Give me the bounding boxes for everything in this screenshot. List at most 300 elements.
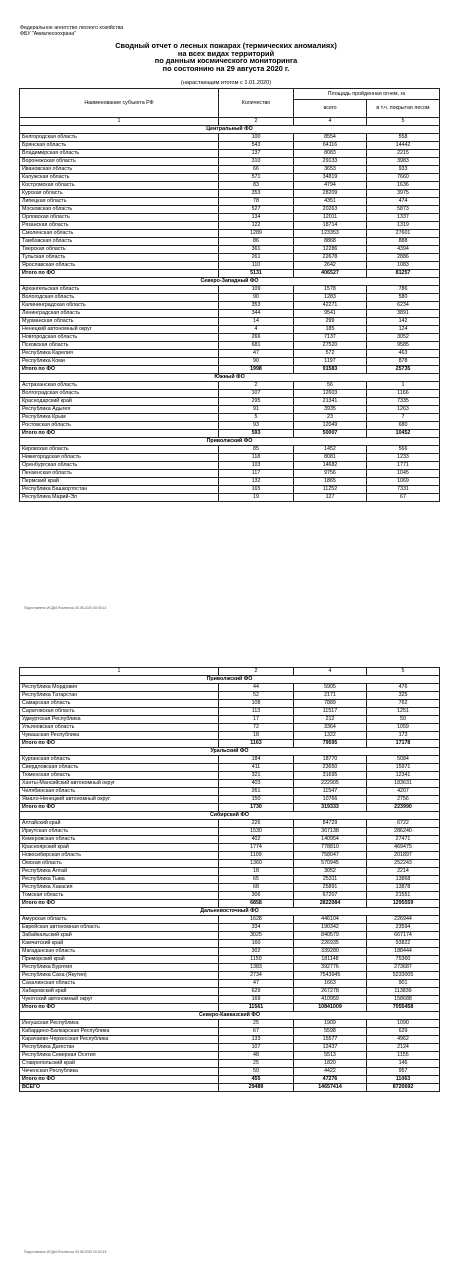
region-name: Липецкая область xyxy=(20,198,219,206)
area-total: 1578 xyxy=(294,286,367,294)
area-forest: 13878 xyxy=(367,884,440,892)
fire-count: 100 xyxy=(219,134,294,142)
area-forest: 50 xyxy=(367,716,440,724)
area-total: 14682 xyxy=(294,462,367,470)
region-row xyxy=(20,230,440,238)
area-total: 299 xyxy=(294,318,367,326)
region-name: Волгоградская область xyxy=(20,390,219,398)
region-name: Орловская область xyxy=(20,214,219,222)
region-row xyxy=(20,1060,440,1068)
region-name: Удмуртская Республика xyxy=(20,716,219,724)
area-total: 1283 xyxy=(294,294,367,302)
fire-count: 5131 xyxy=(219,270,294,278)
area-total: 392776 xyxy=(294,964,367,972)
area-total: 34819 xyxy=(294,174,367,182)
area-forest: 878 xyxy=(367,358,440,366)
region-row xyxy=(20,142,440,150)
fire-count: 18 xyxy=(219,868,294,876)
fire-count: 108 xyxy=(219,700,294,708)
fire-count: 302 xyxy=(219,948,294,956)
fire-count: 306 xyxy=(219,892,294,900)
area-total: 3052 xyxy=(294,868,367,876)
fire-count: 117 xyxy=(219,470,294,478)
region-name: Ингушская Республика xyxy=(20,1020,219,1028)
region-name: Оренбургская область xyxy=(20,462,219,470)
area-total: 14657414 xyxy=(294,1084,367,1092)
area-forest: 173 xyxy=(367,732,440,740)
column-number-row xyxy=(20,118,440,126)
area-forest: 566 xyxy=(367,446,440,454)
region-row xyxy=(20,342,440,350)
fire-count: 93 xyxy=(219,422,294,430)
area-column-header: Площадь пройденная огнем, га xyxy=(294,89,440,100)
region-name: Новгородская область xyxy=(20,334,219,342)
page-footer: Подготовлено ИСДМ-Рослесхоз 30.08.2020 00:00:13 xyxy=(24,1250,107,1254)
region-row xyxy=(20,1036,440,1044)
fire-count: 334 xyxy=(219,924,294,932)
total-row xyxy=(20,430,440,438)
area-forest: 142 xyxy=(367,318,440,326)
area-total: 5905 xyxy=(294,684,367,692)
region-row xyxy=(20,940,440,948)
region-name: Чувашская Республика xyxy=(20,732,219,740)
area-total: 10766 xyxy=(294,796,367,804)
total-row xyxy=(20,1084,440,1092)
fire-count: 85 xyxy=(219,446,294,454)
region-row xyxy=(20,222,440,230)
region-row xyxy=(20,238,440,246)
area-total: 64116 xyxy=(294,142,367,150)
region-row xyxy=(20,988,440,996)
area-forest: 888 xyxy=(367,238,440,246)
area-total: 4422 xyxy=(294,1068,367,1076)
district-section-row xyxy=(20,438,440,446)
column-number: 4 xyxy=(294,118,367,126)
area-forest: 1045 xyxy=(367,470,440,478)
region-row xyxy=(20,350,440,358)
district-section-title: Приволжский ФО xyxy=(20,676,440,684)
area-total: 226935 xyxy=(294,940,367,948)
title-line: по данным космического мониторинга xyxy=(154,56,298,66)
region-name: Ленинградская область xyxy=(20,310,219,318)
region-name: Калужская область xyxy=(20,174,219,182)
area-total: 42271 xyxy=(294,302,367,310)
area-forest: 1636 xyxy=(367,182,440,190)
region-name: Итого по ФО xyxy=(20,740,219,748)
area-forest: 188444 xyxy=(367,948,440,956)
area-total: 446104 xyxy=(294,916,367,924)
area-forest: 5084 xyxy=(367,756,440,764)
area-forest: 146 xyxy=(367,1060,440,1068)
area-total: 4351 xyxy=(294,198,367,206)
area-forest: 2214 xyxy=(367,868,440,876)
column-number: 1 xyxy=(20,118,219,126)
fire-count: 1383 xyxy=(219,964,294,972)
district-section-row xyxy=(20,676,440,684)
area-total: 12437 xyxy=(294,1044,367,1052)
region-name: Мурманская область xyxy=(20,318,219,326)
agency-name: Федеральное агентство лесного хозяйства xyxy=(20,25,124,31)
area-forest: 11063 xyxy=(367,1076,440,1084)
area-total: 11547 xyxy=(294,788,367,796)
fire-count: 11561 xyxy=(219,1004,294,1012)
area-total: 18714 xyxy=(294,222,367,230)
region-name: Амурская область xyxy=(20,916,219,924)
fire-count: 1628 xyxy=(219,916,294,924)
area-forest: 124 xyxy=(367,326,440,334)
region-row xyxy=(20,772,440,780)
area-total: 29133 xyxy=(294,158,367,166)
fire-count: 44 xyxy=(219,684,294,692)
area-total: 9541 xyxy=(294,310,367,318)
area-forest: 2215 xyxy=(367,150,440,158)
region-name: ВСЕГО xyxy=(20,1084,219,1092)
region-row xyxy=(20,828,440,836)
area-total: 23 xyxy=(294,414,367,422)
region-row xyxy=(20,358,440,366)
area-forest: 1251 xyxy=(367,708,440,716)
fire-count: 571 xyxy=(219,174,294,182)
region-name: Томская область xyxy=(20,892,219,900)
region-name: Самарская область xyxy=(20,700,219,708)
region-name: Республика Коми xyxy=(20,358,219,366)
area-total: 8083 xyxy=(294,150,367,158)
fire-count: 137 xyxy=(219,150,294,158)
region-name: Камчатский край xyxy=(20,940,219,948)
fires-table-page-1 xyxy=(19,88,440,502)
fire-count: 527 xyxy=(219,206,294,214)
area-total: 1452 xyxy=(294,446,367,454)
area-total: 9756 xyxy=(294,470,367,478)
region-name: Республика Марий-Эл xyxy=(20,494,219,502)
title-line: по состоянию на 29 августа 2020 г. xyxy=(162,64,290,74)
fire-count: 3025 xyxy=(219,932,294,940)
area-total: 140954 xyxy=(294,836,367,844)
fire-count: 86 xyxy=(219,238,294,246)
region-row xyxy=(20,470,440,478)
fire-count: 344 xyxy=(219,310,294,318)
region-name: Псковская область xyxy=(20,342,219,350)
region-name: Воронежская область xyxy=(20,158,219,166)
region-name: Итого по ФО xyxy=(20,1004,219,1012)
area-forest: 6234 xyxy=(367,302,440,310)
region-name: Республика Хакасия xyxy=(20,884,219,892)
region-name: Новосибирская область xyxy=(20,852,219,860)
column-number: 1 xyxy=(20,668,219,676)
title-line: Сводный отчет о лесных пожарах (термических аномалиях) xyxy=(115,41,337,50)
district-section-title: Центральный ФО xyxy=(20,126,440,134)
fire-count: 1530 xyxy=(219,828,294,836)
area-total: 212 xyxy=(294,716,367,724)
region-name: Приморский край xyxy=(20,956,219,964)
fire-count: 19 xyxy=(219,494,294,502)
fire-count: 1730 xyxy=(219,804,294,812)
fire-count: 1998 xyxy=(219,366,294,374)
area-forest: 1295559 xyxy=(367,900,440,908)
area-forest: 15971 xyxy=(367,764,440,772)
title-line: на всех видах территорий xyxy=(177,48,275,58)
fire-count: 109 xyxy=(219,286,294,294)
area-forest: 2124 xyxy=(367,1044,440,1052)
district-section-row xyxy=(20,278,440,286)
area-total: 181148 xyxy=(294,956,367,964)
fire-count: 52 xyxy=(219,692,294,700)
report-page-2 xyxy=(0,640,452,1280)
area-total: 4794 xyxy=(294,182,367,190)
fire-count: 17 xyxy=(219,716,294,724)
area-total: 15577 xyxy=(294,1036,367,1044)
area-total: 5513 xyxy=(294,1052,367,1060)
area-forest: 4207 xyxy=(367,788,440,796)
fire-count: 2734 xyxy=(219,972,294,980)
area-total: 267278 xyxy=(294,988,367,996)
region-row xyxy=(20,700,440,708)
region-name: Красноярский край xyxy=(20,844,219,852)
area-total: 8868 xyxy=(294,238,367,246)
area-total: 11517 xyxy=(294,708,367,716)
area-total: 11252 xyxy=(294,486,367,494)
area-forest: 4962 xyxy=(367,1036,440,1044)
fire-count: 107 xyxy=(219,1044,294,1052)
area-total: 3364 xyxy=(294,724,367,732)
region-name: Астраханская область xyxy=(20,382,219,390)
area-total: 12011 xyxy=(294,214,367,222)
region-name: Рязанская область xyxy=(20,222,219,230)
fire-count: 48 xyxy=(219,1052,294,1060)
area-forest-header: в т.ч. покрытая лесом xyxy=(367,100,440,118)
district-section-row xyxy=(20,126,440,134)
area-forest: 21551 xyxy=(367,892,440,900)
area-total: 27520 xyxy=(294,342,367,350)
area-forest: 27471 xyxy=(367,836,440,844)
district-section-title: Южный ФО xyxy=(20,374,440,382)
fire-count: 132 xyxy=(219,478,294,486)
area-total: 7137 xyxy=(294,334,367,342)
region-row xyxy=(20,190,440,198)
district-section-title: Уральский ФО xyxy=(20,748,440,756)
region-name: Итого по ФО xyxy=(20,270,219,278)
area-forest: 223990 xyxy=(367,804,440,812)
area-total-header: всего xyxy=(294,100,367,118)
fire-count: 91 xyxy=(219,406,294,414)
region-name: Иркутская область xyxy=(20,828,219,836)
fire-count: 310 xyxy=(219,158,294,166)
area-forest: 13868 xyxy=(367,876,440,884)
region-name: Республика Саха (Якутия) xyxy=(20,972,219,980)
fire-count: 1360 xyxy=(219,860,294,868)
area-forest: 75360 xyxy=(367,956,440,964)
area-forest: 933 xyxy=(367,166,440,174)
fire-count: 5 xyxy=(219,414,294,422)
area-forest: 3975 xyxy=(367,190,440,198)
region-name: Итого по ФО xyxy=(20,1076,219,1084)
area-total: 22678 xyxy=(294,254,367,262)
region-row xyxy=(20,462,440,470)
column-number: 2 xyxy=(219,118,294,126)
region-row xyxy=(20,214,440,222)
region-name: Забайкальский край xyxy=(20,932,219,940)
area-total: 410959 xyxy=(294,996,367,1004)
area-forest: 252243 xyxy=(367,860,440,868)
region-row xyxy=(20,932,440,940)
area-total: 8554 xyxy=(294,134,367,142)
total-row xyxy=(20,366,440,374)
region-name: Республика Северная Осетия xyxy=(20,1052,219,1060)
fire-count: 169 xyxy=(219,996,294,1004)
fire-count: 47 xyxy=(219,980,294,988)
region-name: Республика Карелия xyxy=(20,350,219,358)
region-row xyxy=(20,780,440,788)
region-name: Ханты-Мансийский автономный округ xyxy=(20,780,219,788)
area-total: 1197 xyxy=(294,358,367,366)
region-name: Саратовская область xyxy=(20,708,219,716)
district-section-row xyxy=(20,812,440,820)
region-row xyxy=(20,206,440,214)
region-row xyxy=(20,964,440,972)
region-row xyxy=(20,166,440,174)
fire-count: 295 xyxy=(219,398,294,406)
region-name: Республика Мордовия xyxy=(20,684,219,692)
total-row xyxy=(20,900,440,908)
fire-count: 133 xyxy=(219,1036,294,1044)
fire-count: 90 xyxy=(219,294,294,302)
region-row xyxy=(20,876,440,884)
area-total: 3653 xyxy=(294,166,367,174)
region-name: Еврейская автономная область xyxy=(20,924,219,932)
fire-count: 353 xyxy=(219,190,294,198)
region-row xyxy=(20,254,440,262)
region-row xyxy=(20,1068,440,1076)
region-row xyxy=(20,684,440,692)
total-row xyxy=(20,804,440,812)
fire-count: 1150 xyxy=(219,956,294,964)
fire-count: 50 xyxy=(219,1068,294,1076)
area-total: 778810 xyxy=(294,844,367,852)
area-forest: 81257 xyxy=(367,270,440,278)
area-forest: 2886 xyxy=(367,254,440,262)
area-total: 406527 xyxy=(294,270,367,278)
fire-count: 6858 xyxy=(219,900,294,908)
fire-count: 134 xyxy=(219,214,294,222)
region-row xyxy=(20,326,440,334)
table-header-row xyxy=(20,89,440,100)
area-forest: 1263 xyxy=(367,406,440,414)
area-total: 758047 xyxy=(294,852,367,860)
region-row xyxy=(20,390,440,398)
region-row xyxy=(20,1028,440,1036)
fire-count: 118 xyxy=(219,454,294,462)
area-total: 840579 xyxy=(294,932,367,940)
region-row xyxy=(20,884,440,892)
region-name: Калининградская область xyxy=(20,302,219,310)
region-name: Свердловская область xyxy=(20,764,219,772)
region-name: Республика Дагестан xyxy=(20,1044,219,1052)
area-total: 28209 xyxy=(294,190,367,198)
area-total: 91583 xyxy=(294,366,367,374)
fire-count: 78 xyxy=(219,198,294,206)
area-forest: 629 xyxy=(367,1028,440,1036)
total-row xyxy=(20,1076,440,1084)
region-name: Ставропольский край xyxy=(20,1060,219,1068)
area-total: 1865 xyxy=(294,478,367,486)
area-forest: 680 xyxy=(367,422,440,430)
fire-count: 67 xyxy=(219,1028,294,1036)
area-total: 5598 xyxy=(294,1028,367,1036)
area-forest: 3983 xyxy=(367,158,440,166)
region-row xyxy=(20,318,440,326)
area-forest: 6722 xyxy=(367,820,440,828)
area-total: 18770 xyxy=(294,756,367,764)
area-forest: 3052 xyxy=(367,334,440,342)
area-total: 12049 xyxy=(294,422,367,430)
area-forest: 10452 xyxy=(367,430,440,438)
region-row xyxy=(20,716,440,724)
region-row xyxy=(20,764,440,772)
region-name: Ивановская область xyxy=(20,166,219,174)
region-column-header: Наименование субъекта РФ xyxy=(20,89,219,118)
count-column-header: Количество xyxy=(219,89,294,118)
region-name: Республика Татарстан xyxy=(20,692,219,700)
region-name: Республика Алтай xyxy=(20,868,219,876)
area-forest: 5233005 xyxy=(367,972,440,980)
region-row xyxy=(20,732,440,740)
fire-count: 4 xyxy=(219,326,294,334)
area-total: 84729 xyxy=(294,820,367,828)
area-total: 31695 xyxy=(294,772,367,780)
region-row xyxy=(20,302,440,310)
area-forest: 3891 xyxy=(367,310,440,318)
region-name: Ульяновская область xyxy=(20,724,219,732)
region-name: Кировская область xyxy=(20,446,219,454)
region-name: Итого по ФО xyxy=(20,900,219,908)
area-total: 3935 xyxy=(294,406,367,414)
region-name: Магаданская область xyxy=(20,948,219,956)
area-total: 21341 xyxy=(294,398,367,406)
region-row xyxy=(20,1044,440,1052)
area-total: 12603 xyxy=(294,390,367,398)
area-total: 2642 xyxy=(294,262,367,270)
region-name: Костромская область xyxy=(20,182,219,190)
fire-count: 103 xyxy=(219,462,294,470)
fire-count: 1163 xyxy=(219,740,294,748)
area-total: 50007 xyxy=(294,430,367,438)
area-forest: 9585 xyxy=(367,342,440,350)
area-total: 56 xyxy=(294,382,367,390)
area-forest: 14442 xyxy=(367,142,440,150)
region-row xyxy=(20,788,440,796)
area-total: 23650 xyxy=(294,764,367,772)
area-forest: 158688 xyxy=(367,996,440,1004)
region-row xyxy=(20,134,440,142)
district-section-title: Северо-Кавказский ФО xyxy=(20,1012,440,1020)
region-row xyxy=(20,980,440,988)
region-row xyxy=(20,414,440,422)
column-number-row xyxy=(20,668,440,676)
district-section-title: Северо-Западный ФО xyxy=(20,278,440,286)
fire-count: 122 xyxy=(219,222,294,230)
column-number: 4 xyxy=(294,668,367,676)
fire-count: 261 xyxy=(219,788,294,796)
region-name: Ростовская область xyxy=(20,422,219,430)
region-row xyxy=(20,382,440,390)
fire-count: 543 xyxy=(219,142,294,150)
region-name: Итого по ФО xyxy=(20,366,219,374)
fire-count: 66 xyxy=(219,166,294,174)
area-forest: 474 xyxy=(367,198,440,206)
area-total: 185 xyxy=(294,326,367,334)
area-total: 12286 xyxy=(294,246,367,254)
fire-count: 18 xyxy=(219,732,294,740)
